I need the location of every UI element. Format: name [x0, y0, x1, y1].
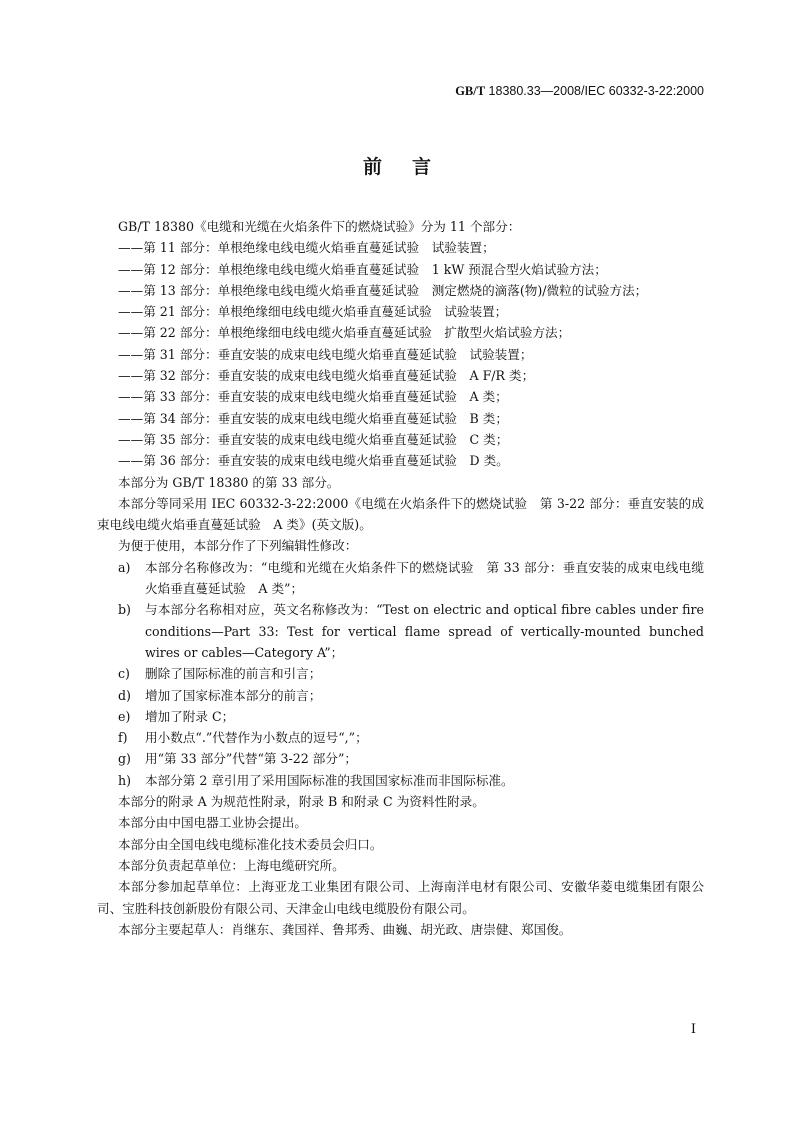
part-list-item: ——第 11 部分：单根绝缘电线电缆火焰垂直蔓延试验 试验装置；: [118, 240, 495, 256]
part-list-item: ——第 31 部分：垂直安装的成束电线电缆火焰垂直蔓延试验 试验装置；: [118, 346, 533, 362]
list-marker: b): [118, 602, 131, 618]
list-text: 增加了附录 C；: [145, 708, 235, 724]
part-list-item: ——第 35 部分：垂直安装的成束电线电缆火焰垂直蔓延试验 C 类；: [118, 431, 509, 447]
list-text: 用小数点“.”代替作为小数点的逗号“,”；: [145, 730, 368, 746]
list-text: 与本部分名称相对应，英文名称修改为：“Test on electric and optical fibre cables under fire conditions—Part 33: Test for vertical flame spread of vertically-mounted bunched wires or cables—Category A”；: [145, 602, 704, 660]
page-title: 前言: [362, 156, 461, 178]
list-text: 删除了国际标准的前言和引言；: [145, 666, 322, 682]
part-list-item: ——第 22 部分：单根绝缘细电线电缆火焰垂直蔓延试验 扩散型火焰试验方法；: [118, 325, 571, 341]
part-list-item: ——第 32 部分：垂直安装的成束电线电缆火焰垂直蔓延试验 A F/R 类；: [118, 368, 535, 384]
code-number: 18380.33—2008/IEC 60332-3-22:2000: [488, 84, 704, 98]
paragraph: 本部分负责起草单位：上海电缆研究所。: [118, 857, 345, 873]
part-list-item: ——第 33 部分：垂直安装的成束电线电缆火焰垂直蔓延试验 A 类；: [118, 389, 508, 405]
preface-body: [97, 216, 704, 940]
intro-paragraph: GB/T 18380《电缆和光缆在火焰条件下的燃烧试验》分为 11 个部分：: [118, 219, 521, 234]
list-marker: d): [118, 687, 131, 703]
change-list-item: [97, 557, 704, 600]
change-list-item: [97, 748, 704, 769]
list-marker: h): [118, 772, 132, 788]
list-marker: a): [118, 559, 131, 575]
part-list-item: ——第 12 部分：单根绝缘电线电缆火焰垂直蔓延试验 1 kW 预混合型火焰试验方法；: [118, 261, 607, 277]
code-prefix: GB/T: [455, 84, 486, 98]
change-list-item: [97, 685, 704, 706]
paragraph: 本部分参加起草单位：上海亚龙工业集团有限公司、上海南洋电材有限公司、安徽华菱电缆集团有限公司、宝胜科技创新股份有限公司、天津金山电线电缆股份有限公司。: [97, 879, 704, 916]
change-list-item: [97, 770, 704, 791]
standard-code-header: [455, 84, 704, 99]
part-list-item: ——第 36 部分：垂直安装的成束电线电缆火焰垂直蔓延试验 D 类。: [118, 453, 509, 469]
list-marker: g): [118, 751, 131, 767]
paragraph: 本部分的附录 A 为规范性附录，附录 B 和附录 C 为资料性附录。: [118, 794, 485, 810]
part-list-item: ——第 13 部分：单根绝缘电线电缆火焰垂直蔓延试验 测定燃烧的滴落(物)/微粒的试验方法；: [118, 282, 648, 298]
change-list-item: [97, 663, 704, 684]
list-text: 增加了国家标准本部分的前言；: [145, 687, 322, 703]
paragraph: 本部分为 GB/T 18380 的第 33 部分。: [118, 474, 340, 490]
list-text: 本部分第 2 章引用了采用国际标准的我国国家标准而非国际标准。: [145, 772, 514, 788]
paragraph: 本部分由全国电线电缆标准化技术委员会归口。: [118, 836, 383, 852]
part-list-item: ——第 21 部分：单根绝缘细电线电缆火焰垂直蔓延试验 试验装置；: [118, 304, 508, 320]
part-list-item: ——第 34 部分：垂直安装的成束电线电缆火焰垂直蔓延试验 B 类；: [118, 410, 508, 426]
change-list-item: [97, 727, 704, 748]
change-list-item: [97, 706, 704, 727]
list-text: 用“第 33 部分”代替“第 3-22 部分”；: [145, 751, 358, 767]
page-number: I: [690, 1022, 696, 1037]
list-marker: f): [118, 730, 128, 746]
list-marker: e): [118, 708, 131, 724]
paragraph: 本部分由中国电器工业协会提出。: [118, 815, 307, 831]
list-text: 本部分名称修改为：“电缆和光缆在火焰条件下的燃烧试验 第 33 部分：垂直安装的成束电线电缆火焰垂直蔓延试验 A 类”；: [145, 559, 704, 597]
list-marker: c): [118, 666, 130, 682]
paragraph: 本部分等同采用 IEC 60332-3-22:2000《电缆在火焰条件下的燃烧试验 第 3-22 部分：垂直安装的成束电线电缆火焰垂直蔓延试验 A 类》(英文版)。: [97, 495, 704, 533]
paragraph: 为便于使用，本部分作了下列编辑性修改：: [118, 538, 358, 554]
change-list-item: [97, 599, 704, 663]
paragraph: 本部分主要起草人：肖继东、龚国祥、鲁邦秀、曲巍、胡光政、唐崇健、郑国俊。: [118, 921, 572, 937]
